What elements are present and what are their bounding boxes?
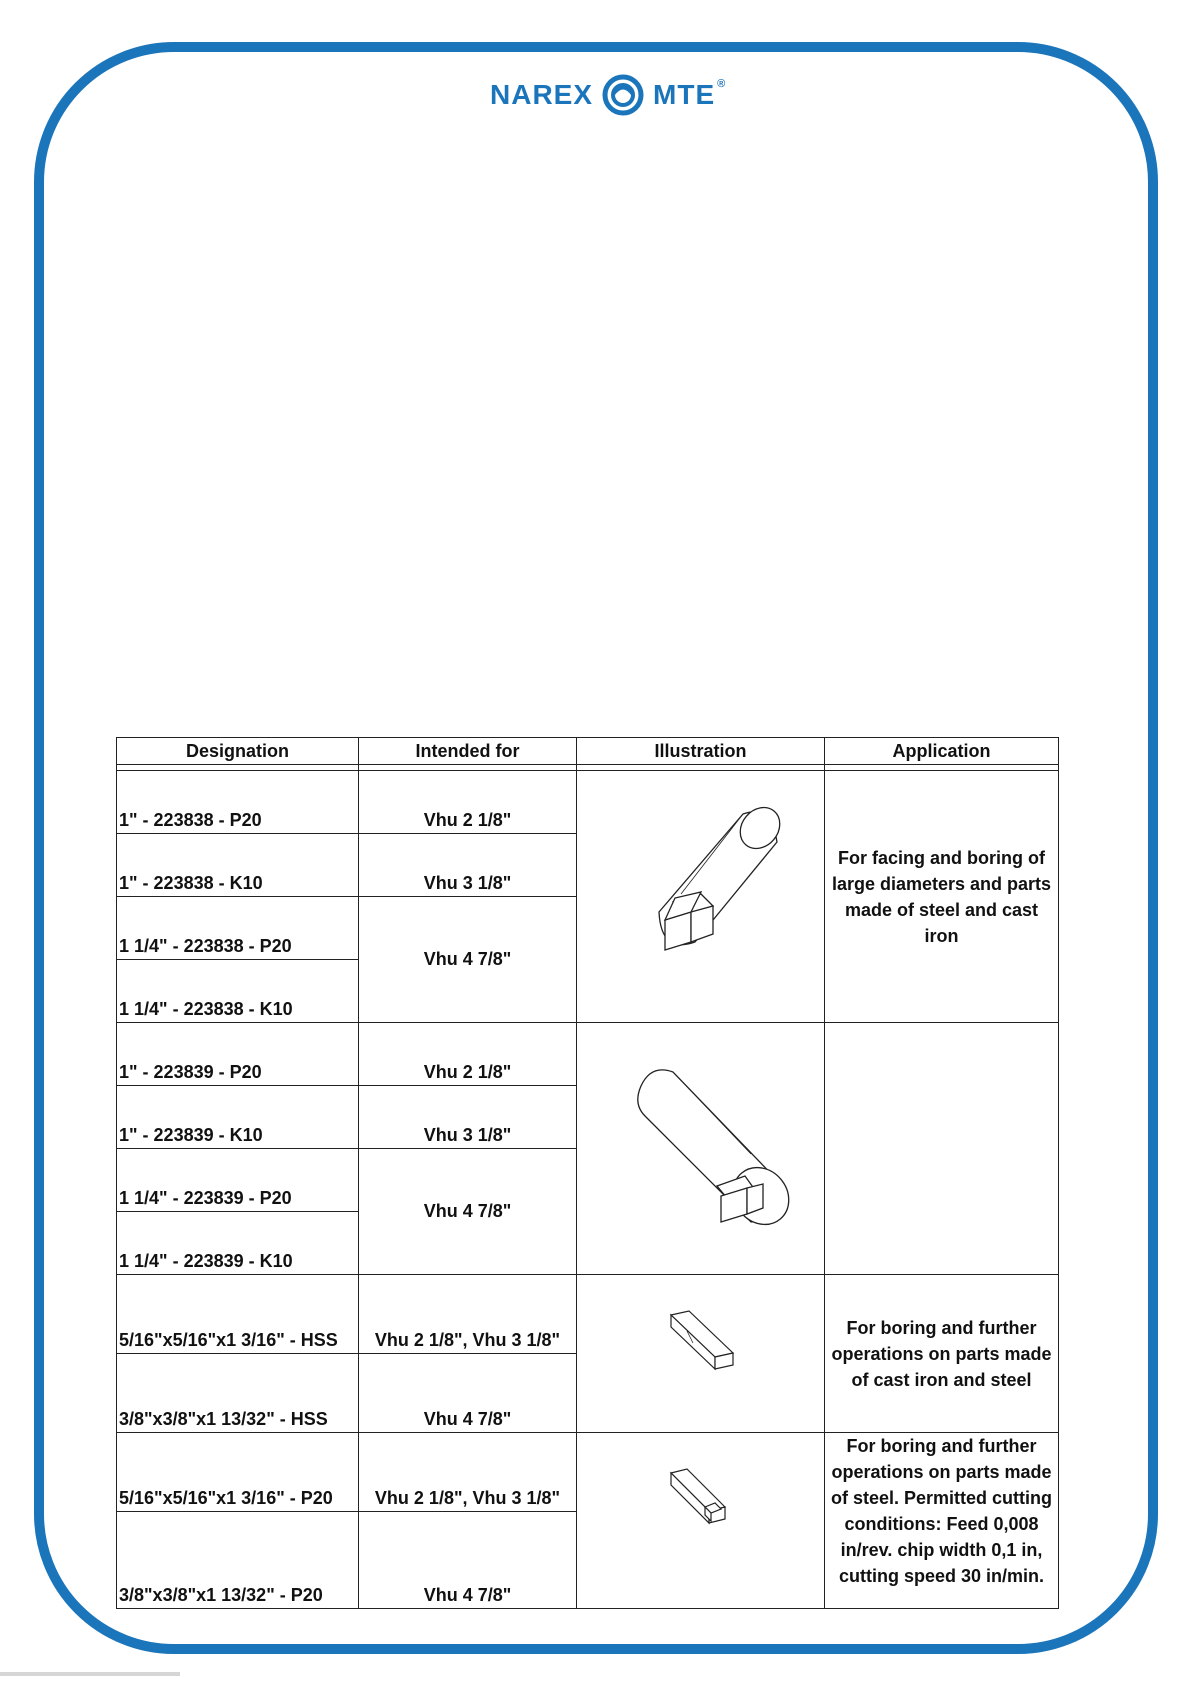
intended-cell: Vhu 2 1/8" <box>359 1023 577 1086</box>
tool-spec-table <box>116 737 1059 1609</box>
designation-cell: 1 1/4" - 223838 - K10 <box>117 960 359 1023</box>
logo-text-left: NAREX <box>490 79 594 110</box>
intended-cell: Vhu 3 1/8" <box>359 834 577 897</box>
designation-cell: 5/16"x5/16"x1 3/16" - P20 <box>117 1433 359 1512</box>
header-designation: Designation <box>117 738 359 765</box>
intended-cell: Vhu 4 7/8" <box>359 1149 577 1275</box>
boring-bar-tool-icon <box>601 1046 801 1246</box>
designation-cell: 1" - 223838 - K10 <box>117 834 359 897</box>
designation-cell: 1 1/4" - 223839 - P20 <box>117 1149 359 1212</box>
illustration-cell <box>577 1023 825 1275</box>
illustration-cell <box>577 1433 825 1609</box>
application-cell: For facing and boring of large diameters and parts made of steel and cast iron <box>825 771 1059 1023</box>
designation-cell: 5/16"x5/16"x1 3/16" - HSS <box>117 1275 359 1354</box>
logo-mark-icon <box>595 73 651 117</box>
table-row <box>117 1433 1059 1512</box>
footer-mark <box>0 1672 180 1676</box>
illustration-cell <box>577 771 825 1023</box>
table-row <box>117 1023 1059 1086</box>
carbide-tool-bit-icon <box>641 1433 761 1603</box>
table-row <box>117 771 1059 834</box>
intended-cell: Vhu 2 1/8", Vhu 3 1/8" <box>359 1433 577 1512</box>
header-illustration: Illustration <box>577 738 825 765</box>
hss-tool-bit-icon <box>641 1281 761 1421</box>
designation-cell: 1 1/4" - 223839 - K10 <box>117 1212 359 1275</box>
table-row <box>117 1275 1059 1354</box>
registered-mark: ® <box>717 78 727 90</box>
intended-cell: Vhu 4 7/8" <box>359 1354 577 1433</box>
intended-cell: Vhu 4 7/8" <box>359 1512 577 1609</box>
application-cell: For boring and further operations on parts made of cast iron and steel <box>825 1275 1059 1433</box>
narex-mte-logo <box>490 70 726 120</box>
header-application: Application <box>825 738 1059 765</box>
designation-cell: 1" - 223838 - P20 <box>117 771 359 834</box>
header-intended-for: Intended for <box>359 738 577 765</box>
intended-cell: Vhu 3 1/8" <box>359 1086 577 1149</box>
intended-cell: Vhu 4 7/8" <box>359 897 577 1023</box>
designation-cell: 3/8"x3/8"x1 13/32" - HSS <box>117 1354 359 1433</box>
designation-cell: 1 1/4" - 223838 - P20 <box>117 897 359 960</box>
designation-cell: 1" - 223839 - K10 <box>117 1086 359 1149</box>
application-cell <box>825 1023 1059 1275</box>
boring-bar-tool-icon <box>601 794 801 994</box>
logo-text-right: MTE <box>653 79 716 110</box>
table-header-row <box>117 738 1059 765</box>
application-cell: For boring and further operations on parts made of steel. Permitted cutting conditions: Feed 0,008 in/rev. chip width 0,1 in, cutting speed 30 in/min. <box>825 1433 1059 1609</box>
intended-cell: Vhu 2 1/8" <box>359 771 577 834</box>
illustration-cell <box>577 1275 825 1433</box>
designation-cell: 3/8"x3/8"x1 13/32" - P20 <box>117 1512 359 1609</box>
designation-cell: 1" - 223839 - P20 <box>117 1023 359 1086</box>
intended-cell: Vhu 2 1/8", Vhu 3 1/8" <box>359 1275 577 1354</box>
